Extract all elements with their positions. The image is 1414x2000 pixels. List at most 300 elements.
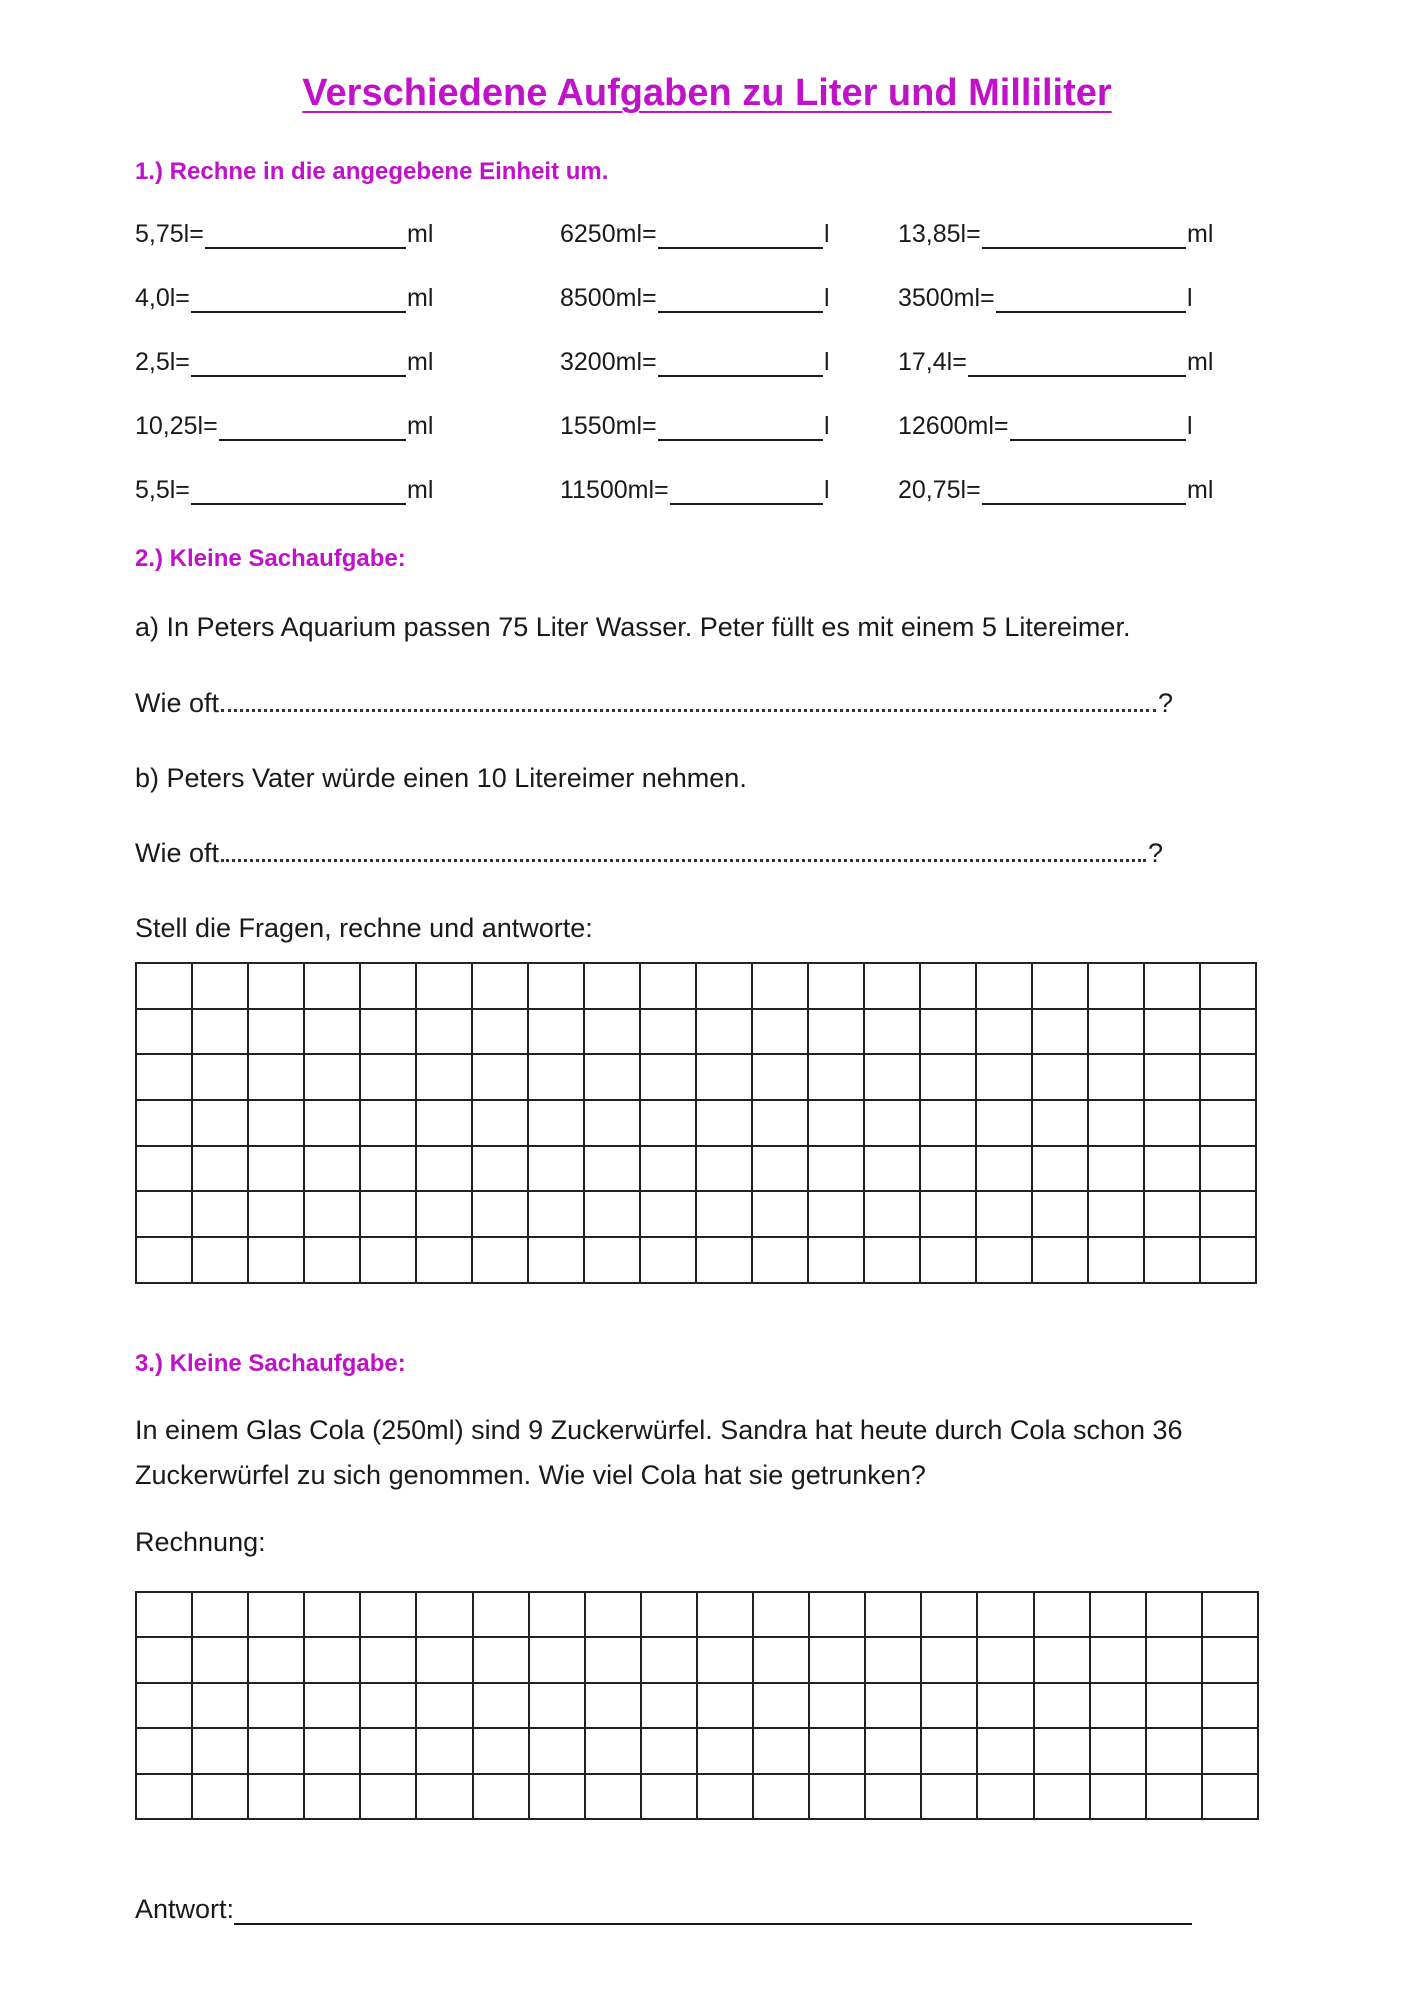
- grid-cell[interactable]: [921, 1238, 977, 1284]
- grid-cell[interactable]: [1147, 1775, 1203, 1820]
- grid-cell[interactable]: [754, 1638, 810, 1683]
- grid-cell[interactable]: [697, 1055, 753, 1101]
- grid-cell[interactable]: [305, 964, 361, 1010]
- grid-cell[interactable]: [1145, 1147, 1201, 1193]
- grid-cell[interactable]: [753, 1238, 809, 1284]
- conversion-value: 1550ml=: [560, 412, 657, 440]
- conversion-value: 10,25l=: [135, 412, 218, 440]
- section1-heading: 1.) Rechne in die angegebene Einheit um.: [135, 158, 609, 185]
- grid-cell[interactable]: [305, 1055, 361, 1101]
- grid-cell[interactable]: [1089, 1101, 1145, 1147]
- grid-cell[interactable]: [642, 1729, 698, 1774]
- conversion-answer-blank[interactable]: [191, 349, 406, 377]
- grid-cell[interactable]: [137, 1192, 193, 1238]
- grid-cell[interactable]: [753, 1055, 809, 1101]
- grid-cell[interactable]: [1201, 1055, 1257, 1101]
- conversion-value: 11500ml=: [560, 476, 669, 504]
- grid-cell[interactable]: [137, 1147, 193, 1193]
- grid-cell[interactable]: [193, 1147, 249, 1193]
- grid-cell[interactable]: [1203, 1684, 1259, 1729]
- grid-cell[interactable]: [586, 1638, 642, 1683]
- grid-cell[interactable]: [417, 1238, 473, 1284]
- grid-cell[interactable]: [1201, 1010, 1257, 1056]
- grid-cell[interactable]: [810, 1638, 866, 1683]
- grid-cell[interactable]: [474, 1775, 530, 1820]
- grid-cell[interactable]: [249, 1729, 305, 1774]
- grid-cell[interactable]: [474, 1593, 530, 1638]
- grid-cell[interactable]: [1089, 1010, 1145, 1056]
- grid-cell[interactable]: [1201, 964, 1257, 1010]
- conversion-answer-blank[interactable]: [1010, 413, 1187, 441]
- grid-cell[interactable]: [585, 1238, 641, 1284]
- grid-cell[interactable]: [698, 1684, 754, 1729]
- conversion-value: 3500ml=: [898, 284, 995, 312]
- conversion-value: 5,75l=: [135, 220, 204, 248]
- conversion-exercise: [898, 220, 1213, 249]
- grid-cell[interactable]: [473, 1147, 529, 1193]
- grid-cell[interactable]: [137, 964, 193, 1010]
- grid-cell[interactable]: [530, 1729, 586, 1774]
- grid-cell[interactable]: [754, 1593, 810, 1638]
- grid-cell[interactable]: [809, 1101, 865, 1147]
- grid-cell[interactable]: [473, 1101, 529, 1147]
- grid-cell[interactable]: [1033, 1101, 1089, 1147]
- grid-cell[interactable]: [641, 964, 697, 1010]
- grid-cell[interactable]: [249, 1055, 305, 1101]
- grid-cell[interactable]: [866, 1775, 922, 1820]
- grid-cell[interactable]: [473, 964, 529, 1010]
- grid-cell[interactable]: [361, 1101, 417, 1147]
- grid-cell[interactable]: [417, 1192, 473, 1238]
- grid-cell[interactable]: [754, 1775, 810, 1820]
- grid-cell[interactable]: [1201, 1192, 1257, 1238]
- grid-cell[interactable]: [249, 1010, 305, 1056]
- section2-heading: 2.) Kleine Sachaufgabe:: [135, 545, 406, 572]
- grid-cell[interactable]: [698, 1729, 754, 1774]
- grid-cell[interactable]: [922, 1638, 978, 1683]
- grid-cell[interactable]: [753, 1101, 809, 1147]
- grid-cell[interactable]: [1091, 1593, 1147, 1638]
- conversion-unit: ml: [1187, 220, 1214, 248]
- grid-cell[interactable]: [137, 1055, 193, 1101]
- conversion-answer-blank[interactable]: [191, 285, 406, 313]
- grid-cell[interactable]: [249, 1684, 305, 1729]
- grid-cell[interactable]: [361, 1593, 417, 1638]
- grid-cell[interactable]: [642, 1638, 698, 1683]
- grid-cell[interactable]: [193, 1101, 249, 1147]
- grid-cell[interactable]: [474, 1638, 530, 1683]
- grid-cell[interactable]: [585, 1055, 641, 1101]
- grid-cell[interactable]: [865, 964, 921, 1010]
- grid-cell[interactable]: [417, 964, 473, 1010]
- grid-cell[interactable]: [810, 1684, 866, 1729]
- grid-cell[interactable]: [866, 1684, 922, 1729]
- grid-cell[interactable]: [865, 1055, 921, 1101]
- grid-cell[interactable]: [1147, 1638, 1203, 1683]
- grid-cell[interactable]: [697, 1147, 753, 1193]
- grid-cell[interactable]: [866, 1729, 922, 1774]
- grid-cell[interactable]: [473, 1010, 529, 1056]
- grid-cell[interactable]: [641, 1147, 697, 1193]
- grid-cell[interactable]: [193, 1775, 249, 1820]
- grid-cell[interactable]: [193, 1010, 249, 1056]
- grid-cell[interactable]: [642, 1593, 698, 1638]
- page-title: Verschiedene Aufgaben zu Liter und Milliliter: [302, 72, 1112, 114]
- grid-cell[interactable]: [642, 1684, 698, 1729]
- grid-cell[interactable]: [1035, 1729, 1091, 1774]
- conversion-unit: ml: [407, 476, 434, 504]
- conversion-answer-blank[interactable]: [982, 477, 1186, 505]
- grid-cell[interactable]: [754, 1684, 810, 1729]
- grid-cell[interactable]: [809, 1010, 865, 1056]
- grid-cell[interactable]: [417, 1101, 473, 1147]
- grid-cell[interactable]: [977, 1192, 1033, 1238]
- grid-cell[interactable]: [137, 1638, 193, 1683]
- grid-cell[interactable]: [249, 1192, 305, 1238]
- grid-cell[interactable]: [1033, 1192, 1089, 1238]
- grid-cell[interactable]: [1203, 1593, 1259, 1638]
- grid-cell[interactable]: [361, 1684, 417, 1729]
- grid-cell[interactable]: [809, 1192, 865, 1238]
- grid-cell[interactable]: [305, 1238, 361, 1284]
- grid-cell[interactable]: [865, 1147, 921, 1193]
- grid-cell[interactable]: [361, 1147, 417, 1193]
- conversion-value: 20,75l=: [898, 476, 981, 504]
- grid-cell[interactable]: [978, 1593, 1034, 1638]
- grid-cell[interactable]: [473, 1238, 529, 1284]
- grid-cell[interactable]: [1147, 1684, 1203, 1729]
- grid-cell[interactable]: [193, 1638, 249, 1683]
- task-b-text: b) Peters Vater würde einen 10 Litereimer nehmen.: [135, 763, 747, 793]
- conversion-answer-blank[interactable]: [205, 221, 406, 249]
- grid-cell[interactable]: [305, 1638, 361, 1683]
- grid-cell[interactable]: [305, 1101, 361, 1147]
- conversion-answer-blank[interactable]: [670, 477, 823, 505]
- conversion-unit: ml: [1187, 348, 1214, 376]
- grid-cell[interactable]: [1091, 1729, 1147, 1774]
- grid-cell[interactable]: [193, 964, 249, 1010]
- grid-cell[interactable]: [866, 1593, 922, 1638]
- grid-cell[interactable]: [530, 1684, 586, 1729]
- grid-cell[interactable]: [361, 1638, 417, 1683]
- section3-heading: 3.) Kleine Sachaufgabe:: [135, 1350, 406, 1377]
- grid-cell[interactable]: [753, 1147, 809, 1193]
- grid-cell[interactable]: [305, 1593, 361, 1638]
- grid-cell[interactable]: [361, 1238, 417, 1284]
- grid-cell[interactable]: [697, 964, 753, 1010]
- grid-cell[interactable]: [361, 1192, 417, 1238]
- calc-label: Rechnung:: [135, 1527, 266, 1557]
- grid-cell[interactable]: [137, 1238, 193, 1284]
- grid-cell[interactable]: [1145, 964, 1201, 1010]
- grid-cell[interactable]: [866, 1638, 922, 1683]
- conversion-answer-blank[interactable]: [191, 477, 406, 505]
- grid-cell[interactable]: [810, 1593, 866, 1638]
- answer-dots-b[interactable]: [221, 855, 1146, 862]
- conversion-value: 12600ml=: [898, 412, 1009, 440]
- grid-cell[interactable]: [1201, 1238, 1257, 1284]
- grid-cell[interactable]: [417, 1055, 473, 1101]
- conversion-exercise: [135, 476, 433, 505]
- grid-cell[interactable]: [1201, 1147, 1257, 1193]
- grid-cell[interactable]: [698, 1638, 754, 1683]
- grid-cell[interactable]: [1089, 1147, 1145, 1193]
- grid-cell[interactable]: [193, 1593, 249, 1638]
- grid-cell[interactable]: [529, 1010, 585, 1056]
- grid-cell[interactable]: [305, 1729, 361, 1774]
- grid-cell[interactable]: [473, 1192, 529, 1238]
- grid-cell[interactable]: [754, 1729, 810, 1774]
- grid-cell[interactable]: [921, 1192, 977, 1238]
- grid-cell[interactable]: [1089, 964, 1145, 1010]
- grid-cell[interactable]: [1033, 1010, 1089, 1056]
- grid-cell[interactable]: [1033, 1238, 1089, 1284]
- grid-cell[interactable]: [1145, 1055, 1201, 1101]
- grid-cell[interactable]: [922, 1775, 978, 1820]
- conversion-answer-blank[interactable]: [658, 349, 823, 377]
- grid-cell[interactable]: [586, 1775, 642, 1820]
- conversion-unit: ml: [1187, 476, 1214, 504]
- grid-cell[interactable]: [305, 1684, 361, 1729]
- grid-cell[interactable]: [361, 1010, 417, 1056]
- grid-cell[interactable]: [865, 1238, 921, 1284]
- grid-cell[interactable]: [137, 1101, 193, 1147]
- grid-cell[interactable]: [978, 1684, 1034, 1729]
- conversion-exercise: [135, 220, 433, 249]
- grid-cell[interactable]: [1203, 1775, 1259, 1820]
- grid-cell[interactable]: [249, 1593, 305, 1638]
- grid-cell[interactable]: [977, 964, 1033, 1010]
- grid-cell[interactable]: [1089, 1055, 1145, 1101]
- grid-cell[interactable]: [922, 1684, 978, 1729]
- conversion-unit: ml: [407, 348, 434, 376]
- grid-cell[interactable]: [865, 1010, 921, 1056]
- grid-cell[interactable]: [1091, 1775, 1147, 1820]
- conversion-value: 5,5l=: [135, 476, 190, 504]
- grid-cell[interactable]: [193, 1055, 249, 1101]
- grid-cell[interactable]: [249, 1101, 305, 1147]
- answer-dots-a[interactable]: [221, 705, 1156, 712]
- task-a-text: a) In Peters Aquarium passen 75 Liter Wasser. Peter füllt es mit einem 5 Litereimer.: [135, 612, 1131, 642]
- grid-cell[interactable]: [585, 964, 641, 1010]
- grid-cell[interactable]: [529, 1101, 585, 1147]
- grid-cell[interactable]: [810, 1775, 866, 1820]
- grid-cell[interactable]: [1089, 1238, 1145, 1284]
- grid-cell[interactable]: [474, 1684, 530, 1729]
- grid-cell[interactable]: [586, 1684, 642, 1729]
- conversion-value: 6250ml=: [560, 220, 657, 248]
- grid-cell[interactable]: [1033, 1147, 1089, 1193]
- grid-cell[interactable]: [585, 1010, 641, 1056]
- grid-cell[interactable]: [642, 1775, 698, 1820]
- conversion-exercise: [135, 284, 433, 313]
- grid-cell[interactable]: [305, 1010, 361, 1056]
- grid-cell[interactable]: [977, 1147, 1033, 1193]
- grid-cell[interactable]: [1089, 1192, 1145, 1238]
- grid-cell[interactable]: [417, 1729, 473, 1774]
- grid-cell[interactable]: [922, 1729, 978, 1774]
- grid-cell[interactable]: [585, 1101, 641, 1147]
- grid-cell[interactable]: [1035, 1684, 1091, 1729]
- grid-cell[interactable]: [1203, 1729, 1259, 1774]
- grid-cell[interactable]: [585, 1147, 641, 1193]
- grid-cell[interactable]: [1147, 1593, 1203, 1638]
- conversion-answer-blank[interactable]: [658, 221, 823, 249]
- grid-cell[interactable]: [698, 1775, 754, 1820]
- grid-cell[interactable]: [193, 1729, 249, 1774]
- grid-cell[interactable]: [1035, 1775, 1091, 1820]
- conversion-answer-blank[interactable]: [982, 221, 1186, 249]
- grid-cell[interactable]: [530, 1775, 586, 1820]
- grid-cell[interactable]: [1145, 1238, 1201, 1284]
- grid-cell[interactable]: [921, 1010, 977, 1056]
- grid-cell[interactable]: [921, 1101, 977, 1147]
- grid-cell[interactable]: [417, 1010, 473, 1056]
- conversion-exercise: [898, 476, 1213, 505]
- grid-cell[interactable]: [865, 1192, 921, 1238]
- grid-cell[interactable]: [137, 1010, 193, 1056]
- grid-cell[interactable]: [978, 1729, 1034, 1774]
- grid-cell[interactable]: [529, 1147, 585, 1193]
- grid-cell[interactable]: [249, 1775, 305, 1820]
- grid-cell[interactable]: [193, 1238, 249, 1284]
- grid-cell[interactable]: [1033, 964, 1089, 1010]
- calculation-grid-1[interactable]: [135, 962, 1257, 1284]
- grid-cell[interactable]: [361, 1775, 417, 1820]
- grid-cell[interactable]: [1145, 1101, 1201, 1147]
- grid-cell[interactable]: [193, 1192, 249, 1238]
- grid-cell[interactable]: [1091, 1684, 1147, 1729]
- grid-cell[interactable]: [193, 1684, 249, 1729]
- grid-cell[interactable]: [249, 1147, 305, 1193]
- grid-cell[interactable]: [753, 1192, 809, 1238]
- question-a-prefix: Wie oft: [135, 688, 220, 718]
- grid-cell[interactable]: [585, 1192, 641, 1238]
- grid-cell[interactable]: [529, 1055, 585, 1101]
- grid-cell[interactable]: [137, 1593, 193, 1638]
- grid-cell[interactable]: [641, 1055, 697, 1101]
- grid-cell[interactable]: [530, 1593, 586, 1638]
- grid-cell[interactable]: [977, 1238, 1033, 1284]
- conversion-exercise: [560, 220, 830, 249]
- task3-line2: Zuckerwürfel zu sich genommen. Wie viel Cola hat sie getrunken?: [135, 1460, 926, 1490]
- grid-cell[interactable]: [586, 1729, 642, 1774]
- grid-cell[interactable]: [809, 1238, 865, 1284]
- grid-cell[interactable]: [922, 1593, 978, 1638]
- conversion-unit: l: [824, 284, 830, 312]
- conversion-exercise: [560, 348, 830, 377]
- calculation-grid-2[interactable]: [135, 1591, 1259, 1820]
- question-b: [135, 838, 1163, 869]
- grid-cell[interactable]: [978, 1775, 1034, 1820]
- grid-cell[interactable]: [417, 1638, 473, 1683]
- conversion-unit: l: [824, 476, 830, 504]
- grid-cell[interactable]: [417, 1593, 473, 1638]
- grid-cell[interactable]: [137, 1729, 193, 1774]
- grid-cell[interactable]: [921, 1055, 977, 1101]
- grid-cell[interactable]: [1033, 1055, 1089, 1101]
- grid-cell[interactable]: [977, 1101, 1033, 1147]
- grid-cell[interactable]: [1147, 1729, 1203, 1774]
- grid-cell[interactable]: [921, 1147, 977, 1193]
- grid-cell[interactable]: [529, 1192, 585, 1238]
- grid-cell[interactable]: [697, 1010, 753, 1056]
- grid-cell[interactable]: [641, 1010, 697, 1056]
- grid-cell[interactable]: [305, 1192, 361, 1238]
- grid-cell[interactable]: [361, 1729, 417, 1774]
- grid-cell[interactable]: [417, 1147, 473, 1193]
- grid-cell[interactable]: [530, 1638, 586, 1683]
- grid-cell[interactable]: [753, 1010, 809, 1056]
- grid-cell[interactable]: [417, 1684, 473, 1729]
- grid-cell[interactable]: [641, 1192, 697, 1238]
- grid-cell[interactable]: [809, 1055, 865, 1101]
- grid-cell[interactable]: [865, 1101, 921, 1147]
- grid-cell[interactable]: [137, 1775, 193, 1820]
- grid-cell[interactable]: [473, 1055, 529, 1101]
- conversion-answer-blank[interactable]: [968, 349, 1186, 377]
- conversion-answer-blank[interactable]: [658, 285, 823, 313]
- grid-cell[interactable]: [305, 1775, 361, 1820]
- grid-cell[interactable]: [921, 964, 977, 1010]
- grid-cell[interactable]: [810, 1729, 866, 1774]
- grid-cell[interactable]: [698, 1593, 754, 1638]
- conversion-value: 2,5l=: [135, 348, 190, 376]
- grid-cell[interactable]: [305, 1147, 361, 1193]
- conversion-unit: l: [1187, 284, 1193, 312]
- grid-cell[interactable]: [809, 964, 865, 1010]
- conversion-value: 4,0l=: [135, 284, 190, 312]
- grid-cell[interactable]: [586, 1593, 642, 1638]
- grid-cell[interactable]: [641, 1238, 697, 1284]
- grid-cell[interactable]: [641, 1101, 697, 1147]
- grid-cell[interactable]: [417, 1775, 473, 1820]
- grid-cell[interactable]: [697, 1192, 753, 1238]
- grid-cell[interactable]: [1201, 1101, 1257, 1147]
- conversion-unit: ml: [407, 284, 434, 312]
- grid-cell[interactable]: [753, 964, 809, 1010]
- grid-cell[interactable]: [977, 1055, 1033, 1101]
- conversion-answer-blank[interactable]: [996, 285, 1186, 313]
- grid-cell[interactable]: [249, 964, 305, 1010]
- grid-cell[interactable]: [977, 1010, 1033, 1056]
- grid-cell[interactable]: [1145, 1010, 1201, 1056]
- grid-cell[interactable]: [249, 1638, 305, 1683]
- grid-cell[interactable]: [249, 1238, 305, 1284]
- grid-cell[interactable]: [1091, 1638, 1147, 1683]
- conversion-exercise: [898, 284, 1193, 313]
- grid-cell[interactable]: [1203, 1638, 1259, 1683]
- conversion-answer-blank[interactable]: [219, 413, 406, 441]
- conversion-unit: ml: [407, 220, 434, 248]
- grid-cell[interactable]: [697, 1101, 753, 1147]
- grid-cell[interactable]: [361, 1055, 417, 1101]
- grid-cell[interactable]: [474, 1729, 530, 1774]
- grid-cell[interactable]: [1145, 1192, 1201, 1238]
- answer-line[interactable]: [234, 1893, 1192, 1925]
- conversion-answer-blank[interactable]: [658, 413, 823, 441]
- grid-cell[interactable]: [978, 1638, 1034, 1683]
- grid-cell[interactable]: [809, 1147, 865, 1193]
- conversion-value: 3200ml=: [560, 348, 657, 376]
- grid-cell[interactable]: [529, 964, 585, 1010]
- grid-cell[interactable]: [529, 1238, 585, 1284]
- grid-cell[interactable]: [361, 964, 417, 1010]
- grid-cell[interactable]: [1035, 1593, 1091, 1638]
- grid-cell[interactable]: [1035, 1638, 1091, 1683]
- grid-cell[interactable]: [697, 1238, 753, 1284]
- grid-cell[interactable]: [137, 1684, 193, 1729]
